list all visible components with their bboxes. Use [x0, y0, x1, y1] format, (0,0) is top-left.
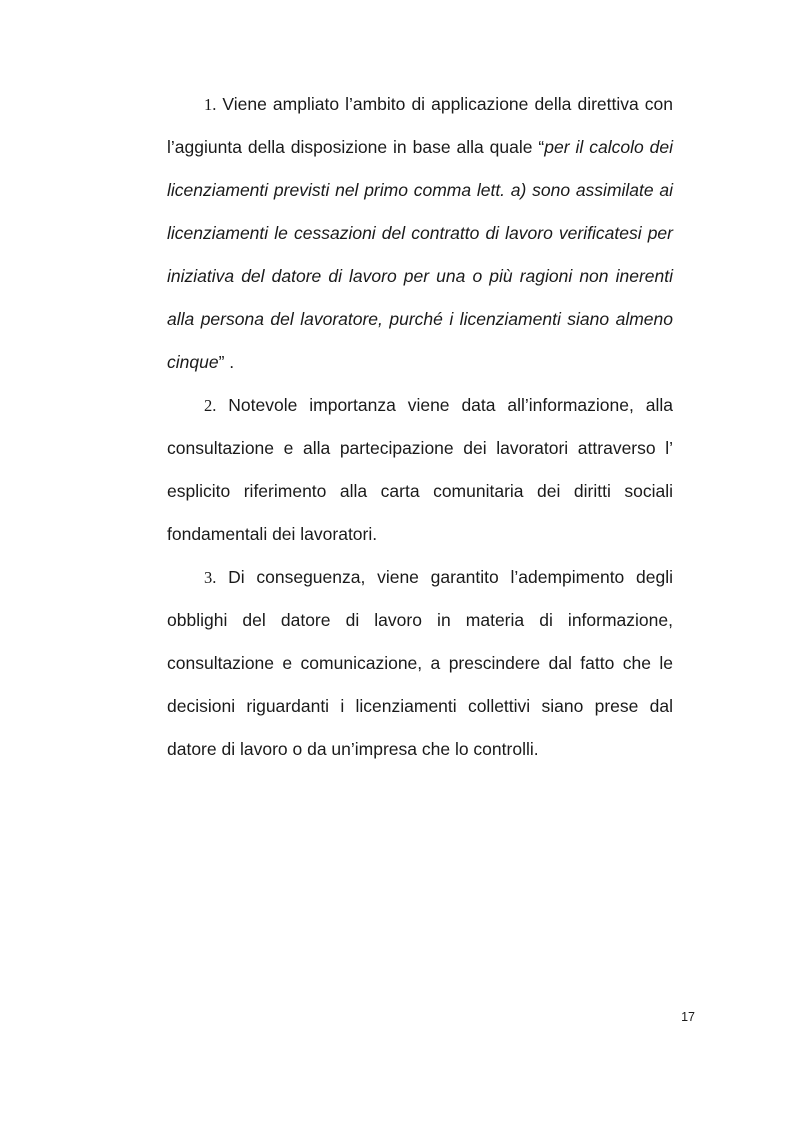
- paragraph-1-text-start: Viene ampliato l’ambito di applicazione della direttiva con l’aggiunta della disposizione in base alla quale “: [167, 94, 673, 157]
- paragraph-2-number: 2.: [204, 396, 217, 415]
- paragraph-1: [167, 83, 673, 384]
- paragraph-1-text-end: ” .: [218, 352, 235, 372]
- page-number: 17: [681, 1010, 695, 1024]
- paragraph-1-quote: per il calcolo dei licenziamenti previsti nel primo comma lett. a) sono assimilate ai licenziamenti le cessazioni del contratto di lavoro verificatesi per iniziativa del datore di lavoro per una o più ragioni non inerenti alla persona del lavoratore, purché i licenziamenti siano almeno cinque: [167, 137, 673, 372]
- paragraph-2: [167, 384, 673, 556]
- paragraph-1-number: 1.: [204, 95, 217, 114]
- paragraph-3: [167, 556, 673, 771]
- paragraph-3-number: 3.: [204, 568, 217, 587]
- paragraph-3-text: Di conseguenza, viene garantito l’adempimento degli obblighi del datore di lavoro in materia di informazione, consultazione e comunicazione, a prescindere dal fatto che le decisioni riguardanti i licenziamenti collettivi siano prese dal datore di lavoro o da un’impresa che lo controlli.: [167, 567, 673, 759]
- paragraph-2-text: Notevole importanza viene data all’informazione, alla consultazione e alla partecipazione dei lavoratori attraverso l’ esplicito riferimento alla carta comunitaria dei diritti sociali fondamentali dei lavoratori.: [167, 395, 673, 544]
